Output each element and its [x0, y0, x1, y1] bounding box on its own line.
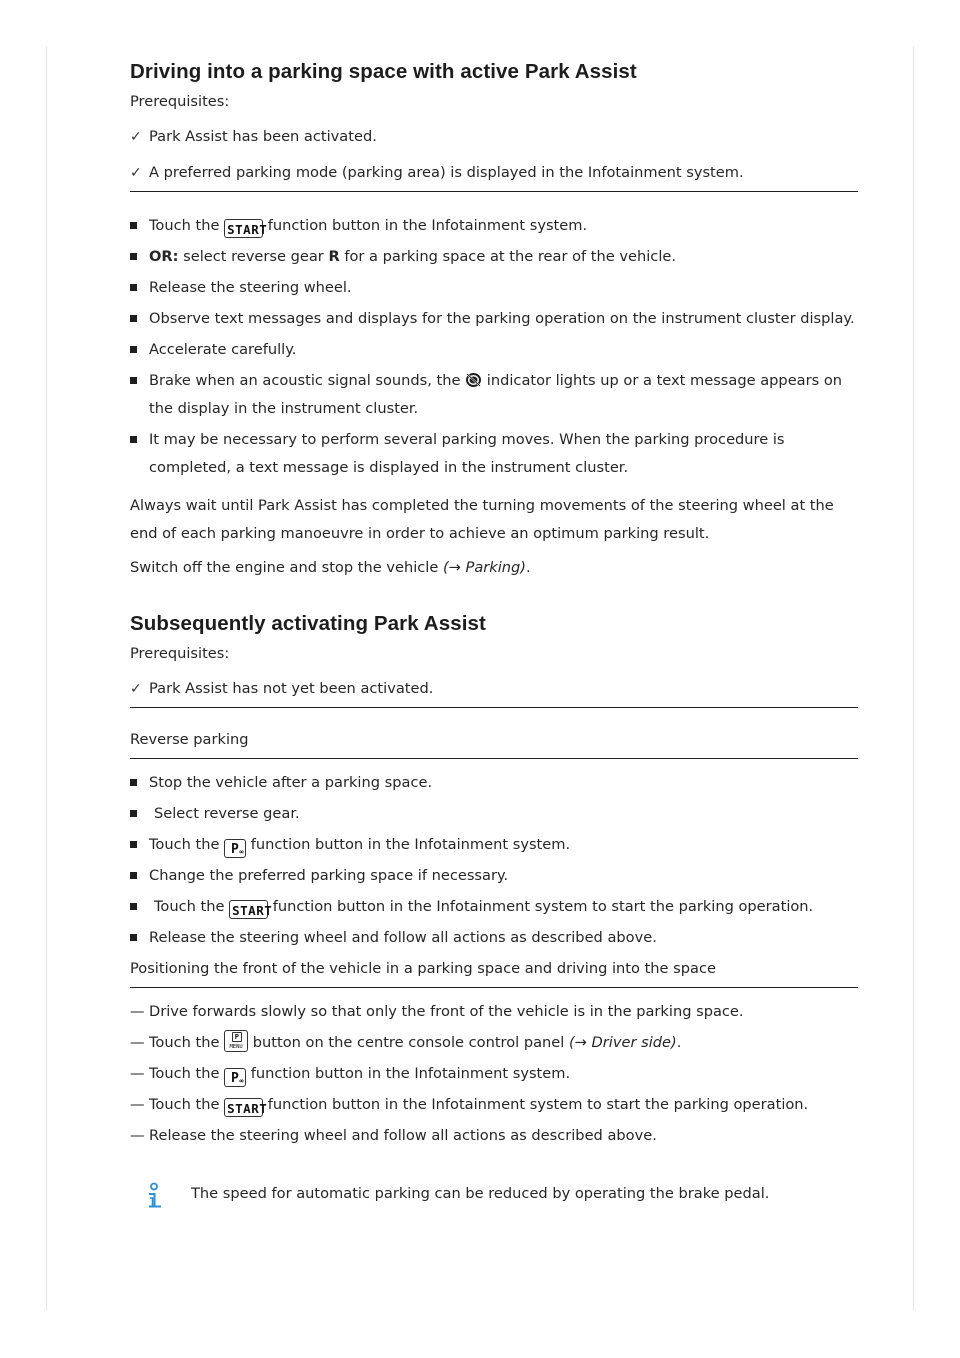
bullet-icon [130, 284, 137, 291]
step-item: Observe text messages and displays for the parking operation on the instrument cluster display. [130, 305, 858, 333]
divider [130, 987, 858, 988]
divider [130, 758, 858, 759]
step-item: — Touch the P MENU button on the centre console control panel (→ Driver side). [130, 1029, 858, 1057]
section-title-subsequently-activating: Subsequently activating Park Assist [130, 612, 486, 635]
paragraph-wait: Always wait until Park Assist has completed the turning movements of the steering wheel at the end of each parking manoeuvre in order to achieve an optimum parking result. [130, 497, 834, 542]
step-item: Brake when an acoustic signal sounds, the indicator lights up or a text message appears on the display in the instrument cluster. [130, 367, 858, 423]
step-item: — Touch the START function button in the Infotainment system to start the parking operation. [130, 1091, 858, 1119]
prerequisite-item: ✓ Park Assist has been activated. [130, 123, 858, 151]
manual-page [130, 60, 858, 1208]
paragraph-switch-off: Switch off the engine and stop the vehicle (→ Parking). [130, 559, 531, 576]
bullet-icon [130, 253, 137, 260]
start-button-icon: START [229, 900, 268, 919]
step-item: Touch the P ∞ function button in the Infotainment system. [130, 831, 858, 859]
bullet-icon [130, 903, 137, 910]
prerequisites-list [130, 123, 858, 187]
front-steps-list [130, 998, 858, 1150]
park-assist-indicator-icon [465, 373, 482, 387]
bullet-icon [130, 222, 137, 229]
steps-list [130, 212, 858, 482]
bullet-icon [130, 436, 137, 443]
or-label: OR: [149, 248, 179, 265]
section-title-park-assist: Driving into a parking space with active Park Assist [130, 60, 637, 83]
step-item: Touch the START function button in the Infotainment system. [130, 212, 858, 240]
prerequisite-item: ✓ A preferred parking mode (parking area) is displayed in the Infotainment system. [130, 159, 858, 187]
step-item: — Touch the P ∞ function button in the Infotainment system. [130, 1060, 858, 1088]
step-item: — Release the steering wheel and follow all actions as described above. [130, 1122, 858, 1150]
gear-r: R [328, 248, 340, 265]
check-icon: ✓ [130, 681, 142, 697]
step-item: Stop the vehicle after a parking space. [130, 769, 858, 797]
prerequisite-item: ✓ Park Assist has not yet been activated. [130, 675, 858, 703]
start-button-icon: START [224, 1098, 263, 1117]
dash-icon: — [130, 1065, 145, 1082]
bullet-icon [130, 872, 137, 879]
step-item: It may be necessary to perform several parking moves. When the parking procedure is completed, a text message is displayed in the instrument cluster. [130, 426, 858, 482]
note-text: The speed for automatic parking can be reduced by operating the brake pedal. [191, 1185, 770, 1202]
subheading-front-positioning: Positioning the front of the vehicle in a parking space and driving into the space [130, 960, 716, 977]
bullet-icon [130, 346, 137, 353]
dash-icon: — [130, 1003, 145, 1020]
dash-icon: — [130, 1096, 145, 1113]
dash-icon: — [130, 1034, 145, 1051]
start-button-icon: START [224, 219, 263, 238]
bullet-icon [130, 841, 137, 848]
step-item: Touch the START function button in the Infotainment system to start the parking operation. [130, 893, 858, 921]
divider [130, 191, 858, 192]
step-item: Release the steering wheel and follow all actions as described above. [130, 924, 858, 952]
note-box [130, 1180, 858, 1208]
check-icon: ✓ [130, 165, 142, 181]
bullet-icon [130, 810, 137, 817]
park-assist-button-icon: P ∞ [224, 839, 246, 858]
prerequisites-label: Prerequisites: [130, 645, 230, 662]
step-item: Change the preferred parking space if necessary. [130, 862, 858, 890]
info-note-icon [144, 1182, 164, 1212]
bullet-icon [130, 779, 137, 786]
step-item: Select reverse gear. [130, 800, 858, 828]
parking-cross-reference-link[interactable]: (→ Parking) [442, 559, 527, 576]
prerequisites-label: Prerequisites: [130, 93, 230, 110]
page-guide-left [46, 46, 47, 1310]
subheading-reverse-parking: Reverse parking [130, 731, 249, 748]
step-item: OR: select reverse gear R for a parking space at the rear of the vehicle. [130, 243, 858, 271]
bullet-icon [130, 377, 137, 384]
park-menu-button-icon: P MENU [224, 1030, 248, 1052]
bullet-icon [130, 934, 137, 941]
dash-icon: — [130, 1127, 145, 1144]
driver-side-cross-reference-link[interactable]: (→ Driver side) [568, 1034, 677, 1051]
divider [130, 707, 858, 708]
check-icon: ✓ [130, 129, 142, 145]
prerequisites-list [130, 675, 858, 703]
step-item: Release the steering wheel. [130, 274, 858, 302]
step-item: — Drive forwards slowly so that only the front of the vehicle is in the parking space. [130, 998, 858, 1026]
bullet-icon [130, 315, 137, 322]
reverse-steps-list [130, 769, 858, 952]
page-guide-right [913, 46, 914, 1310]
step-item: Accelerate carefully. [130, 336, 858, 364]
park-assist-button-icon: P ∞ [224, 1068, 246, 1087]
